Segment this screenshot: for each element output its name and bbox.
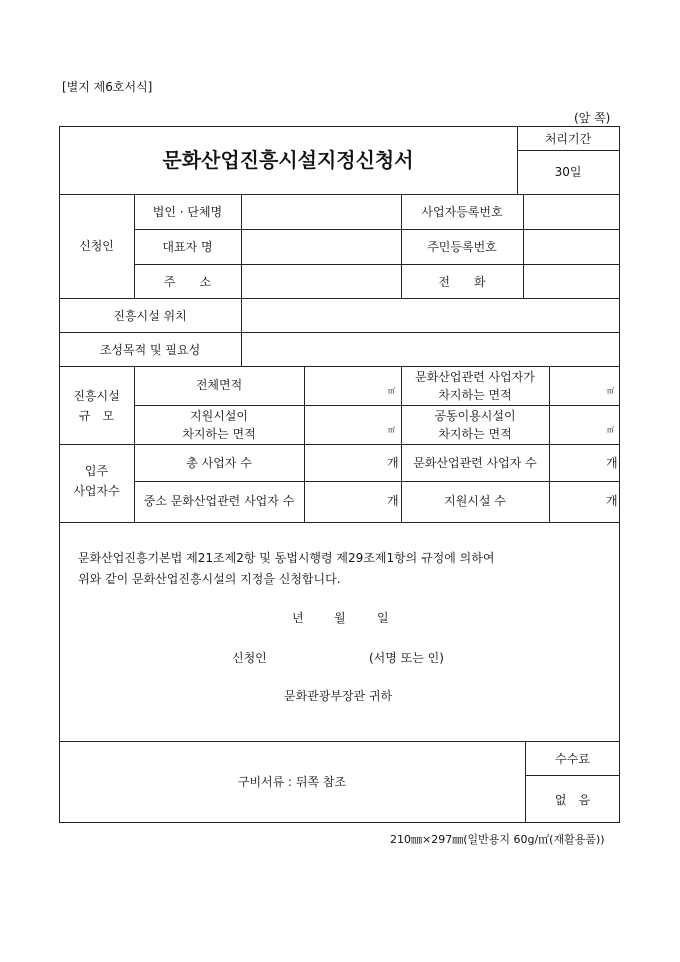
- application-form: [59, 126, 620, 823]
- purpose-label: 조성목적 및 필요성: [99, 343, 201, 357]
- total-tenants-label: 총 사업자 수: [186, 456, 252, 470]
- date-year-label: 년: [292, 611, 304, 625]
- applicant-section-label: 신청인: [79, 239, 114, 253]
- total-area-field[interactable]: [305, 367, 401, 405]
- resident-reg-number-label: 주민등록번호: [427, 240, 497, 254]
- total-tenants-unit: 개: [387, 456, 399, 470]
- required-documents-label: 구비서류 : 뒤쪽 참조: [237, 775, 347, 789]
- tenants-section-label-2: 사업자수: [73, 484, 120, 498]
- support-area-field[interactable]: [305, 406, 401, 444]
- culture-area-label-1: 문화산업관련 사업자가: [415, 370, 535, 384]
- declaration-section: [59, 522, 620, 741]
- processing-period-label: 처리기간: [544, 132, 592, 146]
- date-day-label: 일: [377, 611, 389, 625]
- culture-area-label-2: 차지하는 면적: [438, 388, 512, 402]
- border-top: [59, 126, 620, 127]
- corp-name-field[interactable]: [242, 195, 401, 229]
- sme-tenants-label: 중소 문화산업관련 사업자 수: [143, 494, 295, 508]
- culture-tenants-unit: 개: [606, 456, 618, 470]
- signer-name-field[interactable]: [271, 646, 363, 668]
- recipient-label: 문화관광부장관 귀하: [284, 689, 393, 703]
- fee-value: 없 음: [554, 793, 591, 807]
- signature-note: (서명 또는 인): [369, 651, 444, 665]
- declaration-line-2: 위와 같이 문화산업진흥시설의 지정을 신청합니다.: [78, 572, 341, 586]
- scale-section-label-2: 규 모: [78, 409, 115, 423]
- culture-area-field[interactable]: [550, 367, 619, 405]
- common-area-unit: ㎡: [607, 426, 614, 434]
- signer-label: 신청인: [232, 651, 267, 665]
- culture-area-unit: ㎡: [607, 387, 614, 395]
- paper-spec-footer: 210㎜×297㎜(일반용지 60g/㎡(재활용품)): [390, 833, 605, 846]
- representative-name-label: 대표자 명: [162, 240, 213, 254]
- processing-period-value: 30일: [554, 165, 582, 179]
- corp-name-label: 법인 · 단체명: [152, 205, 223, 219]
- facility-location-field[interactable]: [242, 299, 619, 332]
- scale-section-label-1: 진흥시설: [73, 389, 120, 403]
- date-month-label: 월: [334, 611, 346, 625]
- representative-name-field[interactable]: [242, 230, 401, 264]
- fee-label: 수수료: [555, 752, 590, 766]
- border-bottom: [59, 822, 620, 823]
- biz-reg-number-field[interactable]: [524, 195, 619, 229]
- support-facility-count-unit: 개: [606, 494, 618, 508]
- declaration-line-1: 문화산업진흥기본법 제21조제2항 및 동법시행령 제29조제1항의 규정에 의하여: [78, 551, 495, 565]
- address-field[interactable]: [242, 265, 401, 298]
- common-area-field[interactable]: [550, 406, 619, 444]
- tenants-section-label-1: 입주: [84, 464, 109, 478]
- support-area-label-2: 차지하는 면적: [182, 427, 256, 441]
- support-area-unit: ㎡: [388, 426, 395, 434]
- purpose-field[interactable]: [242, 333, 619, 366]
- support-area-label-1: 지원시설이: [190, 409, 248, 423]
- total-area-label: 전체면적: [195, 378, 243, 392]
- common-area-label-2: 차지하는 면적: [438, 427, 512, 441]
- facility-location-label: 진흥시설 위치: [113, 309, 187, 323]
- phone-field[interactable]: [524, 265, 619, 298]
- support-facility-count-label: 지원시설 수: [444, 494, 506, 508]
- total-area-unit: ㎡: [388, 387, 395, 395]
- form-title: 문화산업진흥시설지정신청서: [162, 148, 414, 172]
- address-label: 주 소: [163, 275, 212, 289]
- phone-label: 전 화: [438, 275, 486, 289]
- common-area-label-1: 공동이용시설이: [434, 409, 516, 423]
- culture-tenants-label: 문화산업관련 사업자 수: [413, 456, 537, 470]
- resident-reg-number-field[interactable]: [524, 230, 619, 264]
- form-number-label: [별지 제6호서식]: [62, 80, 153, 94]
- sme-tenants-unit: 개: [387, 494, 399, 508]
- page-side-label: (앞 쪽): [574, 111, 611, 125]
- biz-reg-number-label: 사업자등록번호: [421, 205, 503, 219]
